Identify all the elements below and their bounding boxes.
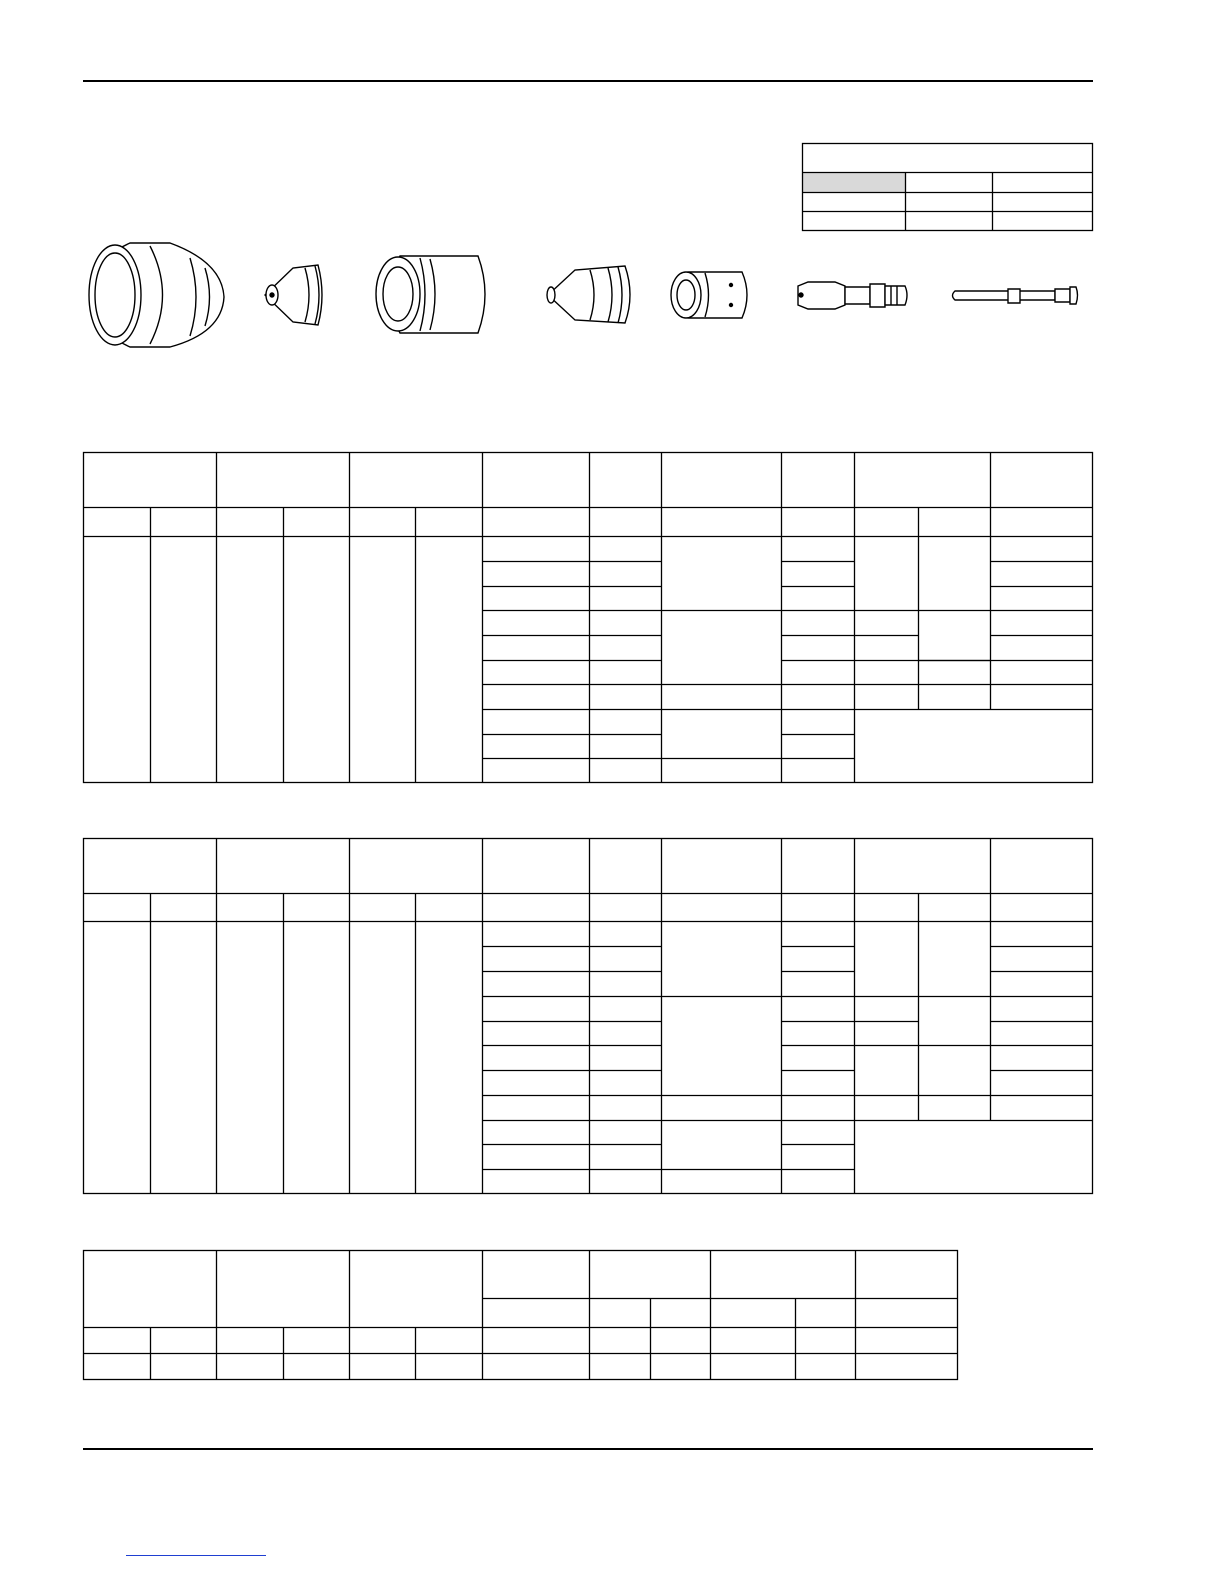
footer-link-underline[interactable] [126, 1555, 266, 1556]
shield-cap-icon [265, 265, 322, 325]
header-rule [83, 80, 1093, 82]
footer-rule [83, 1448, 1093, 1450]
water-tube-icon [953, 287, 1078, 304]
shield-icon [89, 243, 224, 347]
nozzle-icon [547, 266, 630, 323]
electrode-icon [798, 282, 907, 309]
swirl-ring-icon [671, 272, 747, 318]
legend-shaded-cell [803, 172, 905, 192]
retaining-cap-icon [376, 256, 485, 333]
